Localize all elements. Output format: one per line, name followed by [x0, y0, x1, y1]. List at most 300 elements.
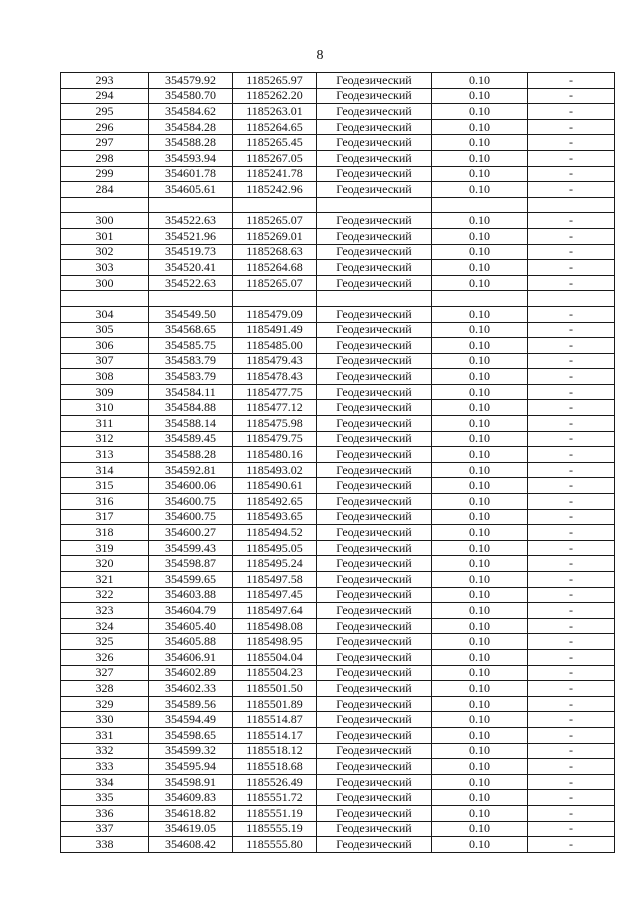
point-number-cell: 335 [61, 790, 149, 806]
y-coordinate-cell: 1185501.89 [233, 696, 317, 712]
precision-cell: 0.10 [432, 556, 528, 572]
method-cell: Геодезический [317, 400, 432, 416]
precision-cell: 0.10 [432, 182, 528, 198]
empty-cell [149, 197, 233, 213]
point-number-cell: 309 [61, 384, 149, 400]
point-number-cell: 321 [61, 572, 149, 588]
precision-cell: 0.10 [432, 494, 528, 510]
table-row [61, 509, 615, 525]
empty-cell [61, 291, 149, 307]
y-coordinate-cell: 1185264.65 [233, 119, 317, 135]
precision-cell: 0.10 [432, 681, 528, 697]
method-cell: Геодезический [317, 696, 432, 712]
method-cell: Геодезический [317, 790, 432, 806]
x-coordinate-cell: 354619.05 [149, 821, 233, 837]
description-cell: - [528, 384, 615, 400]
point-number-cell: 328 [61, 681, 149, 697]
method-cell: Геодезический [317, 774, 432, 790]
y-coordinate-cell: 1185504.04 [233, 649, 317, 665]
x-coordinate-cell: 354522.63 [149, 213, 233, 229]
precision-cell: 0.10 [432, 774, 528, 790]
description-cell: - [528, 462, 615, 478]
empty-cell [233, 197, 317, 213]
table-row [61, 135, 615, 151]
precision-cell: 0.10 [432, 462, 528, 478]
y-coordinate-cell: 1185494.52 [233, 525, 317, 541]
x-coordinate-cell: 354595.94 [149, 759, 233, 775]
table-row [61, 73, 615, 89]
description-cell: - [528, 400, 615, 416]
table-row [61, 338, 615, 354]
x-coordinate-cell: 354588.28 [149, 447, 233, 463]
coordinates-table [60, 72, 615, 853]
y-coordinate-cell: 1185501.50 [233, 681, 317, 697]
x-coordinate-cell: 354592.81 [149, 462, 233, 478]
point-number-cell: 334 [61, 774, 149, 790]
precision-cell: 0.10 [432, 509, 528, 525]
x-coordinate-cell: 354593.94 [149, 150, 233, 166]
empty-cell [149, 291, 233, 307]
description-cell: - [528, 681, 615, 697]
point-number-cell: 336 [61, 805, 149, 821]
y-coordinate-cell: 1185518.68 [233, 759, 317, 775]
description-cell: - [528, 260, 615, 276]
description-cell: - [528, 556, 615, 572]
y-coordinate-cell: 1185493.02 [233, 462, 317, 478]
y-coordinate-cell: 1185265.07 [233, 275, 317, 291]
y-coordinate-cell: 1185495.24 [233, 556, 317, 572]
point-number-cell: 304 [61, 306, 149, 322]
table-row [61, 665, 615, 681]
precision-cell: 0.10 [432, 384, 528, 400]
table-row [61, 603, 615, 619]
method-cell: Геодезический [317, 743, 432, 759]
y-coordinate-cell: 1185555.19 [233, 821, 317, 837]
point-number-cell: 308 [61, 369, 149, 385]
table-row [61, 322, 615, 338]
method-cell: Геодезический [317, 384, 432, 400]
table-row [61, 416, 615, 432]
y-coordinate-cell: 1185475.98 [233, 416, 317, 432]
empty-cell [432, 197, 528, 213]
y-coordinate-cell: 1185497.64 [233, 603, 317, 619]
description-cell: - [528, 338, 615, 354]
precision-cell: 0.10 [432, 322, 528, 338]
x-coordinate-cell: 354598.87 [149, 556, 233, 572]
separator-row [61, 197, 615, 213]
method-cell: Геодезический [317, 556, 432, 572]
table-row [61, 119, 615, 135]
page-number: 8 [316, 48, 324, 63]
point-number-cell: 326 [61, 649, 149, 665]
x-coordinate-cell: 354599.65 [149, 572, 233, 588]
point-number-cell: 332 [61, 743, 149, 759]
method-cell: Геодезический [317, 338, 432, 354]
y-coordinate-cell: 1185268.63 [233, 244, 317, 260]
x-coordinate-cell: 354585.75 [149, 338, 233, 354]
description-cell: - [528, 150, 615, 166]
precision-cell: 0.10 [432, 431, 528, 447]
description-cell: - [528, 478, 615, 494]
point-number-cell: 301 [61, 228, 149, 244]
x-coordinate-cell: 354579.92 [149, 73, 233, 89]
method-cell: Геодезический [317, 228, 432, 244]
point-number-cell: 319 [61, 540, 149, 556]
table-row [61, 150, 615, 166]
empty-cell [528, 291, 615, 307]
method-cell: Геодезический [317, 431, 432, 447]
description-cell: - [528, 790, 615, 806]
y-coordinate-cell: 1185485.00 [233, 338, 317, 354]
point-number-cell: 302 [61, 244, 149, 260]
point-number-cell: 311 [61, 416, 149, 432]
description-cell: - [528, 572, 615, 588]
method-cell: Геодезический [317, 665, 432, 681]
method-cell: Геодезический [317, 540, 432, 556]
precision-cell: 0.10 [432, 213, 528, 229]
point-number-cell: 307 [61, 353, 149, 369]
table-row [61, 634, 615, 650]
point-number-cell: 314 [61, 462, 149, 478]
description-cell: - [528, 540, 615, 556]
method-cell: Геодезический [317, 119, 432, 135]
empty-cell [317, 291, 432, 307]
method-cell: Геодезический [317, 805, 432, 821]
table-row [61, 743, 615, 759]
point-number-cell: 329 [61, 696, 149, 712]
y-coordinate-cell: 1185477.12 [233, 400, 317, 416]
x-coordinate-cell: 354605.40 [149, 618, 233, 634]
description-cell: - [528, 509, 615, 525]
method-cell: Геодезический [317, 166, 432, 182]
table-row [61, 384, 615, 400]
y-coordinate-cell: 1185492.65 [233, 494, 317, 510]
table-row [61, 400, 615, 416]
y-coordinate-cell: 1185526.49 [233, 774, 317, 790]
table-row [61, 447, 615, 463]
y-coordinate-cell: 1185262.20 [233, 88, 317, 104]
x-coordinate-cell: 354609.83 [149, 790, 233, 806]
point-number-cell: 323 [61, 603, 149, 619]
x-coordinate-cell: 354584.28 [149, 119, 233, 135]
point-number-cell: 324 [61, 618, 149, 634]
point-number-cell: 284 [61, 182, 149, 198]
point-number-cell: 303 [61, 260, 149, 276]
table-row [61, 759, 615, 775]
method-cell: Геодезический [317, 494, 432, 510]
x-coordinate-cell: 354584.11 [149, 384, 233, 400]
x-coordinate-cell: 354589.45 [149, 431, 233, 447]
precision-cell: 0.10 [432, 135, 528, 151]
x-coordinate-cell: 354602.33 [149, 681, 233, 697]
method-cell: Геодезический [317, 572, 432, 588]
method-cell: Геодезический [317, 416, 432, 432]
y-coordinate-cell: 1185514.17 [233, 727, 317, 743]
y-coordinate-cell: 1185555.80 [233, 837, 317, 853]
description-cell: - [528, 805, 615, 821]
x-coordinate-cell: 354521.96 [149, 228, 233, 244]
table-row [61, 275, 615, 291]
description-cell: - [528, 166, 615, 182]
precision-cell: 0.10 [432, 150, 528, 166]
precision-cell: 0.10 [432, 478, 528, 494]
point-number-cell: 316 [61, 494, 149, 510]
method-cell: Геодезический [317, 727, 432, 743]
precision-cell: 0.10 [432, 696, 528, 712]
method-cell: Геодезический [317, 369, 432, 385]
precision-cell: 0.10 [432, 275, 528, 291]
point-number-cell: 331 [61, 727, 149, 743]
precision-cell: 0.10 [432, 88, 528, 104]
point-number-cell: 320 [61, 556, 149, 572]
precision-cell: 0.10 [432, 306, 528, 322]
precision-cell: 0.10 [432, 572, 528, 588]
table-row [61, 260, 615, 276]
y-coordinate-cell: 1185478.43 [233, 369, 317, 385]
precision-cell: 0.10 [432, 244, 528, 260]
point-number-cell: 318 [61, 525, 149, 541]
x-coordinate-cell: 354600.75 [149, 509, 233, 525]
y-coordinate-cell: 1185490.61 [233, 478, 317, 494]
table-row [61, 587, 615, 603]
x-coordinate-cell: 354589.56 [149, 696, 233, 712]
table-row [61, 540, 615, 556]
x-coordinate-cell: 354588.14 [149, 416, 233, 432]
y-coordinate-cell: 1185497.45 [233, 587, 317, 603]
description-cell: - [528, 727, 615, 743]
point-number-cell: 330 [61, 712, 149, 728]
description-cell: - [528, 712, 615, 728]
y-coordinate-cell: 1185514.87 [233, 712, 317, 728]
precision-cell: 0.10 [432, 665, 528, 681]
empty-cell [61, 197, 149, 213]
precision-cell: 0.10 [432, 743, 528, 759]
point-number-cell: 294 [61, 88, 149, 104]
x-coordinate-cell: 354599.32 [149, 743, 233, 759]
precision-cell: 0.10 [432, 260, 528, 276]
precision-cell: 0.10 [432, 727, 528, 743]
method-cell: Геодезический [317, 353, 432, 369]
x-coordinate-cell: 354598.65 [149, 727, 233, 743]
table-row [61, 166, 615, 182]
empty-cell [432, 291, 528, 307]
point-number-cell: 338 [61, 837, 149, 853]
x-coordinate-cell: 354568.65 [149, 322, 233, 338]
x-coordinate-cell: 354601.78 [149, 166, 233, 182]
table-row [61, 369, 615, 385]
description-cell: - [528, 182, 615, 198]
y-coordinate-cell: 1185551.72 [233, 790, 317, 806]
table-row [61, 681, 615, 697]
description-cell: - [528, 821, 615, 837]
precision-cell: 0.10 [432, 73, 528, 89]
point-number-cell: 296 [61, 119, 149, 135]
description-cell: - [528, 88, 615, 104]
description-cell: - [528, 696, 615, 712]
y-coordinate-cell: 1185241.78 [233, 166, 317, 182]
point-number-cell: 327 [61, 665, 149, 681]
y-coordinate-cell: 1185479.75 [233, 431, 317, 447]
precision-cell: 0.10 [432, 369, 528, 385]
x-coordinate-cell: 354584.88 [149, 400, 233, 416]
precision-cell: 0.10 [432, 447, 528, 463]
y-coordinate-cell: 1185491.49 [233, 322, 317, 338]
method-cell: Геодезический [317, 182, 432, 198]
description-cell: - [528, 416, 615, 432]
x-coordinate-cell: 354588.28 [149, 135, 233, 151]
precision-cell: 0.10 [432, 603, 528, 619]
point-number-cell: 295 [61, 104, 149, 120]
point-number-cell: 299 [61, 166, 149, 182]
y-coordinate-cell: 1185263.01 [233, 104, 317, 120]
x-coordinate-cell: 354604.79 [149, 603, 233, 619]
table-row [61, 712, 615, 728]
table-row [61, 213, 615, 229]
y-coordinate-cell: 1185498.08 [233, 618, 317, 634]
y-coordinate-cell: 1185265.97 [233, 73, 317, 89]
precision-cell: 0.10 [432, 618, 528, 634]
table-row [61, 774, 615, 790]
method-cell: Геодезический [317, 244, 432, 260]
description-cell: - [528, 275, 615, 291]
point-number-cell: 312 [61, 431, 149, 447]
y-coordinate-cell: 1185242.96 [233, 182, 317, 198]
separator-row [61, 291, 615, 307]
precision-cell: 0.10 [432, 353, 528, 369]
method-cell: Геодезический [317, 712, 432, 728]
method-cell: Геодезический [317, 478, 432, 494]
method-cell: Геодезический [317, 306, 432, 322]
x-coordinate-cell: 354598.91 [149, 774, 233, 790]
x-coordinate-cell: 354602.89 [149, 665, 233, 681]
table-row [61, 431, 615, 447]
y-coordinate-cell: 1185497.58 [233, 572, 317, 588]
precision-cell: 0.10 [432, 525, 528, 541]
y-coordinate-cell: 1185477.75 [233, 384, 317, 400]
x-coordinate-cell: 354522.63 [149, 275, 233, 291]
precision-cell: 0.10 [432, 540, 528, 556]
empty-cell [317, 197, 432, 213]
description-cell: - [528, 213, 615, 229]
description-cell: - [528, 322, 615, 338]
y-coordinate-cell: 1185265.07 [233, 213, 317, 229]
y-coordinate-cell: 1185267.05 [233, 150, 317, 166]
method-cell: Геодезический [317, 135, 432, 151]
description-cell: - [528, 618, 615, 634]
x-coordinate-cell: 354608.42 [149, 837, 233, 853]
x-coordinate-cell: 354583.79 [149, 353, 233, 369]
method-cell: Геодезический [317, 759, 432, 775]
description-cell: - [528, 353, 615, 369]
table-row [61, 556, 615, 572]
point-number-cell: 310 [61, 400, 149, 416]
point-number-cell: 298 [61, 150, 149, 166]
method-cell: Геодезический [317, 260, 432, 276]
table-row [61, 572, 615, 588]
method-cell: Геодезический [317, 821, 432, 837]
y-coordinate-cell: 1185479.43 [233, 353, 317, 369]
method-cell: Геодезический [317, 213, 432, 229]
table-row [61, 805, 615, 821]
table-row [61, 696, 615, 712]
method-cell: Геодезический [317, 681, 432, 697]
method-cell: Геодезический [317, 150, 432, 166]
x-coordinate-cell: 354520.41 [149, 260, 233, 276]
description-cell: - [528, 244, 615, 260]
method-cell: Геодезический [317, 73, 432, 89]
y-coordinate-cell: 1185264.68 [233, 260, 317, 276]
x-coordinate-cell: 354583.79 [149, 369, 233, 385]
method-cell: Геодезический [317, 525, 432, 541]
point-number-cell: 313 [61, 447, 149, 463]
x-coordinate-cell: 354605.61 [149, 182, 233, 198]
description-cell: - [528, 306, 615, 322]
table-row [61, 353, 615, 369]
y-coordinate-cell: 1185479.09 [233, 306, 317, 322]
table-row [61, 821, 615, 837]
table-row [61, 244, 615, 260]
x-coordinate-cell: 354549.50 [149, 306, 233, 322]
x-coordinate-cell: 354605.88 [149, 634, 233, 650]
method-cell: Геодезический [317, 462, 432, 478]
precision-cell: 0.10 [432, 166, 528, 182]
description-cell: - [528, 494, 615, 510]
method-cell: Геодезический [317, 634, 432, 650]
y-coordinate-cell: 1185493.65 [233, 509, 317, 525]
precision-cell: 0.10 [432, 759, 528, 775]
precision-cell: 0.10 [432, 649, 528, 665]
y-coordinate-cell: 1185269.01 [233, 228, 317, 244]
x-coordinate-cell: 354600.75 [149, 494, 233, 510]
table-row [61, 462, 615, 478]
method-cell: Геодезический [317, 104, 432, 120]
point-number-cell: 300 [61, 213, 149, 229]
table-row [61, 494, 615, 510]
table-row [61, 790, 615, 806]
description-cell: - [528, 525, 615, 541]
precision-cell: 0.10 [432, 338, 528, 354]
empty-cell [528, 197, 615, 213]
point-number-cell: 325 [61, 634, 149, 650]
y-coordinate-cell: 1185498.95 [233, 634, 317, 650]
point-number-cell: 293 [61, 73, 149, 89]
precision-cell: 0.10 [432, 821, 528, 837]
precision-cell: 0.10 [432, 634, 528, 650]
method-cell: Геодезический [317, 322, 432, 338]
description-cell: - [528, 135, 615, 151]
description-cell: - [528, 369, 615, 385]
description-cell: - [528, 587, 615, 603]
point-number-cell: 333 [61, 759, 149, 775]
method-cell: Геодезический [317, 587, 432, 603]
x-coordinate-cell: 354594.49 [149, 712, 233, 728]
method-cell: Геодезический [317, 649, 432, 665]
description-cell: - [528, 73, 615, 89]
x-coordinate-cell: 354599.43 [149, 540, 233, 556]
description-cell: - [528, 634, 615, 650]
method-cell: Геодезический [317, 618, 432, 634]
x-coordinate-cell: 354584.62 [149, 104, 233, 120]
precision-cell: 0.10 [432, 416, 528, 432]
y-coordinate-cell: 1185551.19 [233, 805, 317, 821]
description-cell: - [528, 837, 615, 853]
point-number-cell: 317 [61, 509, 149, 525]
precision-cell: 0.10 [432, 837, 528, 853]
precision-cell: 0.10 [432, 119, 528, 135]
table-row [61, 649, 615, 665]
description-cell: - [528, 759, 615, 775]
table-row [61, 525, 615, 541]
